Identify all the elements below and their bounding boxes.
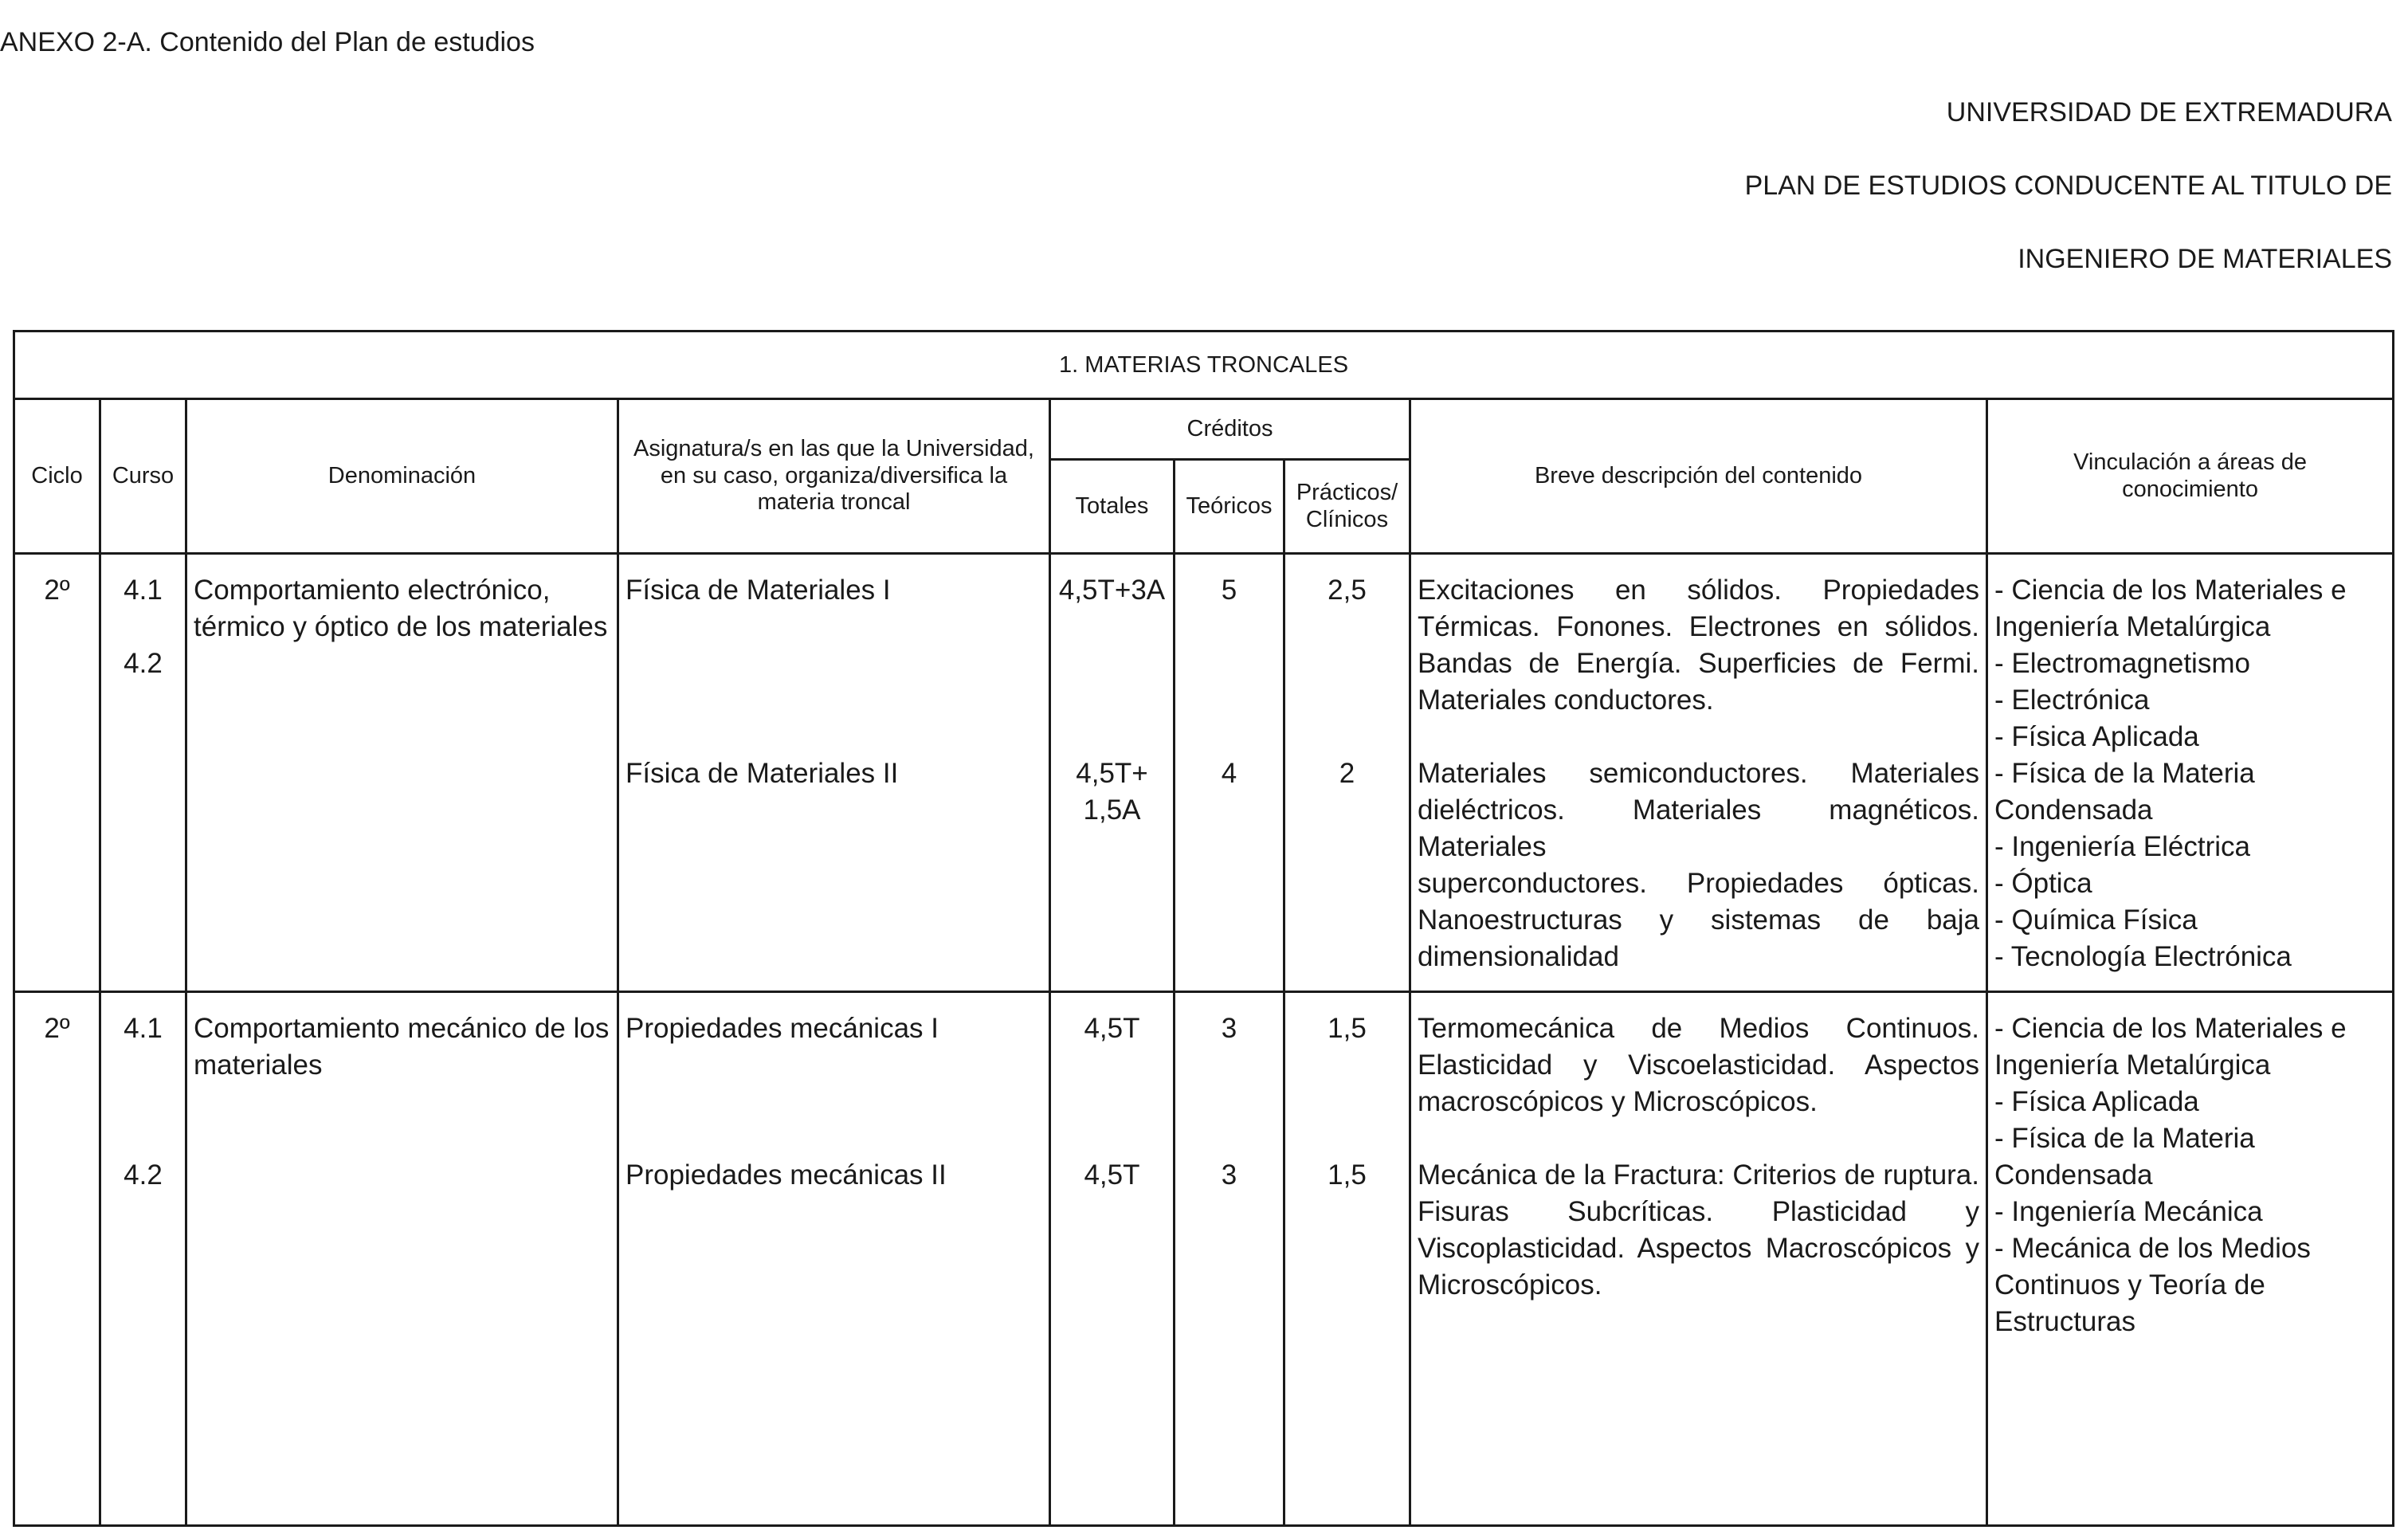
area-item: Continuos y Teoría de (1994, 1269, 2265, 1300)
descripcion-cell: Excitaciones en sólidos. Propiedades Térmicas. Fonones. Electrones en sólidos. Bandas de Energía. Superficies de Fermi. Materiales conductores. Materiales semiconductores. Materiales dieléctricos. Materiales magnéticos. Materiales superconductores. Propiedades ópticas. Nanoestructuras y sistemas de baja dimensionalidad (1410, 554, 1987, 992)
plan-title: PLAN DE ESTUDIOS CONDUCENTE AL TITULO DE (1744, 171, 2392, 201)
area-item: Estructuras (1994, 1306, 2135, 1337)
university-name: UNIVERSIDAD DE EXTREMADURA (1946, 97, 2392, 128)
area-item: - Ingeniería Eléctrica (1994, 831, 2250, 862)
table-row (14, 992, 2394, 1526)
asignatura-cell: Propiedades mecánicas I Propiedades mecánicas II (618, 992, 1050, 1526)
area-item: - Mecánica de los Medios (1994, 1233, 2311, 1264)
practicos-cell: 2,5 2 (1284, 554, 1410, 992)
header-descripcion: Breve descripción del contenido (1410, 399, 1987, 554)
header-vinculacion: Vinculación a áreas de conocimiento (1987, 399, 2394, 554)
area-item: - Física de la Materia (1994, 1123, 2255, 1154)
asignatura-cell: Física de Materiales I Física de Materiales II (618, 554, 1050, 992)
area-item: Ingeniería Metalúrgica (1994, 1049, 2271, 1081)
degree-title: INGENIERO DE MATERIALES (2018, 244, 2392, 274)
area-item: - Tecnología Electrónica (1994, 941, 2292, 972)
header-totales: Totales (1050, 460, 1175, 554)
header-practicos: Prácticos/ Clínicos (1284, 460, 1410, 554)
header-ciclo: Ciclo (14, 399, 100, 554)
curso-cell: 4.1 4.2 (100, 554, 186, 992)
descripcion-cell: Termomecánica de Medios Continuos. Elasticidad y Viscoelasticidad. Aspectos macroscópicos y Microscópicos. Mecánica de la Fractura: Criterios de ruptura. Fisuras Subcríticas. Plasticidad y Viscoplasticidad. Aspectos Macroscópicos y Microscópicos. (1410, 992, 1987, 1526)
area-item: - Óptica (1994, 868, 2092, 899)
practicos-cell: 1,5 1,5 (1284, 992, 1410, 1526)
area-item: - Ingeniería Mecánica (1994, 1196, 2263, 1227)
header-teoricos: Teóricos (1175, 460, 1284, 554)
area-item: Condensada (1994, 1159, 2153, 1191)
header-denominacion: Denominación (186, 399, 618, 554)
area-item: - Electrónica (1994, 685, 2150, 716)
annex-title: ANEXO 2-A. Contenido del Plan de estudios (0, 27, 535, 57)
totales-cell: 4,5T+3A 4,5T+ 1,5A (1050, 554, 1175, 992)
area-item: - Física de la Materia (1994, 758, 2255, 789)
header-creditos: Créditos (1050, 399, 1410, 460)
ciclo-cell: 2º (14, 992, 100, 1526)
ciclo-cell: 2º (14, 554, 100, 992)
area-item: Condensada (1994, 794, 2153, 826)
header-asignatura: Asignatura/s en las que la Universidad, en su caso, organiza/diversifica la materia troncal (618, 399, 1050, 554)
area-item: - Física Aplicada (1994, 721, 2199, 752)
vinculacion-cell (1987, 554, 2394, 992)
table-title: 1. MATERIAS TRONCALES (14, 332, 2394, 399)
totales-cell: 4,5T 4,5T (1050, 992, 1175, 1526)
vinculacion-cell (1987, 992, 2394, 1526)
area-item: - Ciencia de los Materiales e (1994, 575, 2347, 606)
area-item: - Física Aplicada (1994, 1086, 2199, 1117)
denominacion-cell: Comportamiento electrónico, térmico y óptico de los materiales (186, 554, 618, 992)
area-item: - Ciencia de los Materiales e (1994, 1013, 2347, 1044)
teoricos-cell: 5 4 (1175, 554, 1284, 992)
curso-cell: 4.1 4.2 (100, 992, 186, 1526)
area-item: Ingeniería Metalúrgica (1994, 611, 2271, 642)
materias-troncales-table (13, 330, 2394, 1527)
table-row (14, 554, 2394, 992)
denominacion-cell: Comportamiento mecánico de los materiales (186, 992, 618, 1526)
area-item: - Química Física (1994, 904, 2198, 936)
area-item: - Electromagnetismo (1994, 648, 2250, 679)
header-curso: Curso (100, 399, 186, 554)
teoricos-cell: 3 3 (1175, 992, 1284, 1526)
